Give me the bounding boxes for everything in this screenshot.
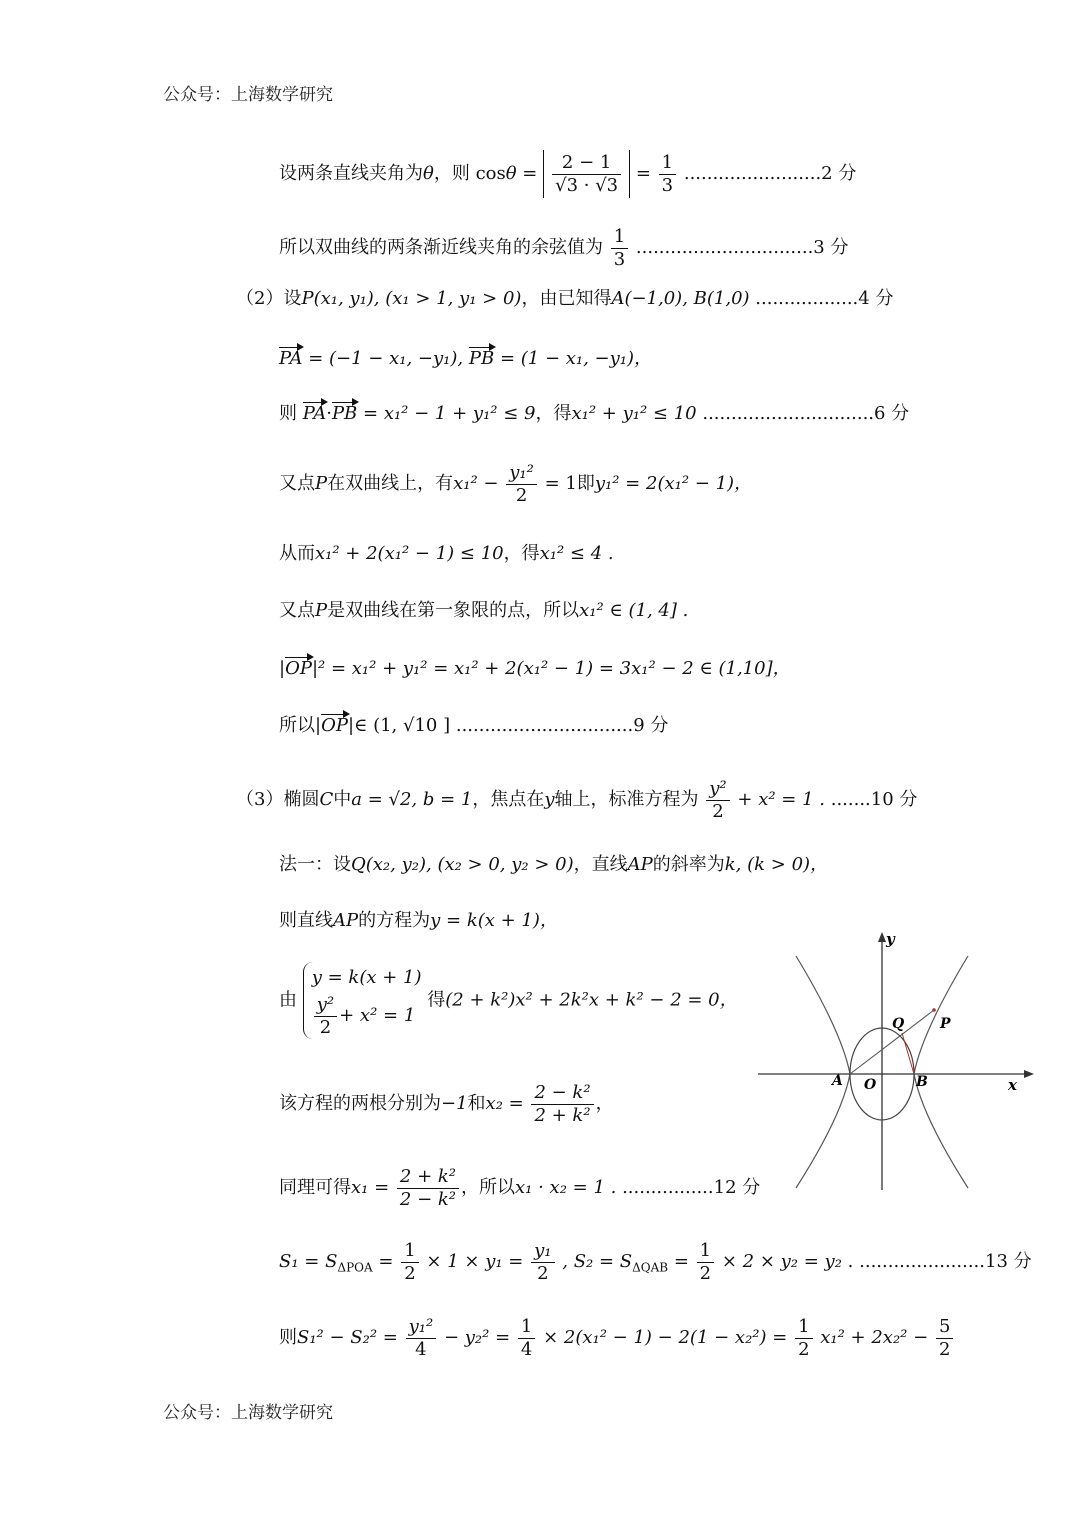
subscript: ΔPOA (337, 1260, 373, 1275)
frac-num: 1 (404, 1240, 416, 1261)
line-areas (279, 1240, 1032, 1284)
part-3-intro (236, 778, 917, 822)
score: ..............................6 分 (702, 403, 910, 424)
x-axis-label: x (1008, 1076, 1017, 1094)
line-first-quadrant (279, 602, 688, 620)
line-system (279, 962, 738, 1039)
line-vectors (279, 350, 652, 368)
line-roots (279, 1082, 614, 1126)
score: ..................4 分 (755, 288, 894, 309)
text: 和 (467, 1093, 486, 1115)
page-footer: 公众号：上海数学研究 (163, 1403, 333, 1423)
text: 在双曲线上，有 (327, 473, 454, 495)
frac-num: 5 (938, 1316, 951, 1337)
hyperbola-ellipse-figure (752, 928, 1042, 1198)
frac-den: √3 · √3 (552, 174, 621, 197)
abs-value (543, 150, 630, 198)
subscript: ΔQAB (632, 1260, 669, 1275)
frac-num: 1 (661, 152, 674, 173)
text: ，则 (433, 163, 470, 185)
text: 设两条直线夹角为 (279, 163, 423, 185)
frac-num: y₁ (534, 1240, 552, 1261)
score: ...............................3 分 (635, 237, 849, 259)
math: |² = x₁² + y₁² = x₁² + 2(x₁² − 1) = 3x₁² − 2 ∈ (1,10]， (311, 658, 791, 679)
label-O: O (864, 1077, 877, 1093)
text: 同理可得 (279, 1177, 351, 1199)
text: ，焦点在 (472, 789, 545, 811)
line-op-range (279, 717, 668, 735)
line-method-one (279, 856, 828, 874)
math: + x² = 1 (339, 1005, 416, 1027)
math: x₁ · x₂ = 1 . (515, 1177, 617, 1199)
math: y (544, 789, 555, 811)
x-axis-arrow-icon (1024, 1070, 1034, 1078)
frac-num: 2 + k² (399, 1166, 457, 1187)
frac-den: 3 (611, 248, 628, 271)
math: x₁² + y₁² ≤ 10 (571, 403, 697, 424)
label-A: A (832, 1073, 843, 1089)
math: + x² = 1 . (737, 789, 825, 811)
text: 所以| (279, 715, 322, 736)
frac-den: 2 (936, 1338, 953, 1361)
text: 从而 (279, 543, 315, 564)
math: x₁² ∈ (1, 4] . (579, 600, 689, 621)
label-P: P (940, 1016, 951, 1032)
frac-num: 1 (520, 1316, 533, 1337)
math: = x₁² − 1 + y₁² ≤ 9 (363, 403, 536, 424)
label-Q: Q (892, 1016, 905, 1032)
score: .......10 分 (830, 789, 918, 811)
frac-num: y₁² (408, 1316, 434, 1337)
math: S₁ = S (279, 1251, 338, 1273)
frac-num: y₁² (509, 462, 534, 483)
math: x₁ = (351, 1177, 390, 1199)
text: 是双曲线在第一象限的点，所以 (327, 600, 580, 621)
text: 轴上，标准方程为 (554, 789, 699, 811)
hyperbola-right-branch (914, 956, 968, 1188)
y-axis-arrow-icon (878, 932, 886, 942)
frac-num: 2 − 1 (561, 152, 612, 173)
score: ......................13 分 (859, 1251, 1032, 1273)
line-on-hyperbola (279, 462, 752, 506)
line-inequality (279, 545, 614, 563)
part-2-intro (236, 290, 893, 308)
line-area-difference (279, 1316, 955, 1360)
text: （2）设 (236, 288, 302, 309)
frac-den: 2 + k² (531, 1104, 593, 1127)
vector-OP: OP (321, 715, 348, 736)
vector-PA: PA (279, 348, 303, 369)
line-angle-cos: 设两条直线夹角为θ，则 cosθ = $\frac{2 - 1}{√3 \cdot √3}$ = $\frac{1}{3}$ ........................2 分 (279, 150, 856, 198)
text: 又点 (279, 600, 315, 621)
math: (2 + k²)x² + 2k²x + k² − 2 = 0， (445, 989, 738, 1011)
score: ...............................9 分 (455, 715, 669, 736)
math: AP (627, 854, 653, 875)
line-cos-value (279, 226, 848, 270)
math: x₁² + 2(x₁² − 1) ≤ 10 (315, 543, 504, 564)
math: S₁² − S₂² = (297, 1327, 398, 1349)
text: ，所以 (461, 1177, 516, 1199)
vector-PA: PA (302, 403, 327, 424)
equation-system (303, 962, 422, 1039)
math: × 2(x₁² − 1) − 2(1 − x₂²) = (543, 1327, 788, 1349)
math: k, (k > 0)， (724, 854, 829, 875)
math: = (−1 − x₁, −y₁), (308, 348, 464, 369)
vector-OP: OP (285, 658, 312, 679)
frac-num: 1 (798, 1316, 810, 1337)
y-axis-label: y (886, 930, 895, 948)
text: 所以双曲线的两条渐近线夹角的余弦值为 (279, 237, 603, 259)
frac-den: 4 (518, 1338, 535, 1361)
text: ，直线 (573, 854, 628, 875)
frac-den: 2 (531, 1262, 554, 1285)
math: = (378, 1251, 394, 1273)
score: ........................2 分 (683, 163, 857, 185)
math: C (319, 789, 334, 811)
hyperbola-left-branch (796, 956, 850, 1188)
math: −1 (441, 1093, 468, 1115)
line-ap-equation (279, 912, 558, 930)
page-header: 公众号：上海数学研究 (163, 85, 333, 105)
frac-den: 2 − k² (397, 1188, 459, 1211)
frac-den: 2 (314, 1016, 337, 1039)
text: 法一：设 (279, 854, 351, 875)
text: 则 (279, 1327, 297, 1349)
frac-num: y² (709, 778, 727, 799)
text: 的方程为 (358, 910, 431, 931)
line-op-squared (279, 660, 791, 678)
math: × 1 × y₁ = (426, 1251, 524, 1273)
text: ，由已知得 (521, 288, 612, 309)
frac-den: 2 (706, 800, 729, 823)
math: × 2 × y₂ = y₂ . (721, 1251, 854, 1273)
text: ， (595, 1093, 614, 1115)
text: 的斜率为 (652, 854, 725, 875)
label-B: B (916, 1074, 928, 1090)
text: （3）椭圆 (236, 789, 320, 811)
math: = (1 − x₁, −y₁)， (499, 348, 653, 369)
math: − y₂² = (443, 1327, 511, 1349)
text: 得 (427, 989, 446, 1011)
frac-den: 2 (697, 1262, 714, 1285)
math: P (315, 473, 328, 495)
segment-QB (902, 1033, 914, 1074)
score: ................12 分 (622, 1177, 761, 1199)
text: 则直线 (279, 910, 333, 931)
math: |∈ (1, √10 ] (347, 715, 451, 736)
equation: y = k(x + 1) (311, 967, 422, 988)
text: 则 (279, 403, 297, 424)
frac-num: 1 (613, 226, 626, 247)
math: a = √2, b = 1 (351, 789, 473, 811)
vector-PB: PB (468, 348, 495, 369)
point-P (932, 1008, 936, 1012)
frac-num: 1 (699, 1240, 712, 1261)
math: A(−1,0), B(1,0) (611, 288, 750, 309)
math: AP (333, 910, 359, 931)
math: y = k(x + 1)， (430, 910, 558, 931)
text: 由 (279, 989, 297, 1011)
math: | (279, 658, 286, 679)
text: ，得 (503, 543, 540, 564)
frac-den: 2 (795, 1338, 812, 1361)
text: 中 (333, 789, 352, 811)
text: 该方程的两根分别为 (279, 1093, 441, 1115)
math: P(x₁, y₁), (x₁ > 1, y₁ > 0) (301, 288, 522, 309)
math: y₁² = 2(x₁² − 1)， (594, 473, 753, 495)
line-dot-product: 则 PA·PB = x₁² − 1 + y₁² ≤ 9，得x₁² + y₁² ≤ 10 ..............................6 分 (279, 403, 910, 424)
text: 即 (576, 473, 595, 495)
math: = 1 (544, 473, 577, 495)
math: P (315, 600, 328, 621)
vector-PB: PB (331, 403, 358, 424)
equation (312, 994, 422, 1038)
frac-den: 2 (401, 1262, 418, 1285)
math: = (673, 1251, 689, 1273)
math: Q(x₂, y₂), (x₂ > 0, y₂ > 0) (351, 854, 574, 875)
math: x₁² − (453, 473, 499, 495)
theta: θ (423, 163, 434, 185)
frac-den: 2 (506, 484, 537, 507)
frac-num: 2 − k² (534, 1082, 591, 1103)
text: ，得 (535, 403, 572, 424)
math: x₁² ≤ 4 . (539, 543, 614, 564)
frac-num: y² (316, 994, 335, 1016)
text: 又点 (279, 473, 315, 495)
math: x₂ = (485, 1093, 524, 1115)
math: , S₂ = S (562, 1251, 633, 1273)
frac-den: 4 (406, 1338, 437, 1361)
frac-den: 3 (659, 174, 676, 197)
math: x₁² + 2x₂² − (820, 1327, 929, 1349)
line-product (279, 1166, 760, 1210)
